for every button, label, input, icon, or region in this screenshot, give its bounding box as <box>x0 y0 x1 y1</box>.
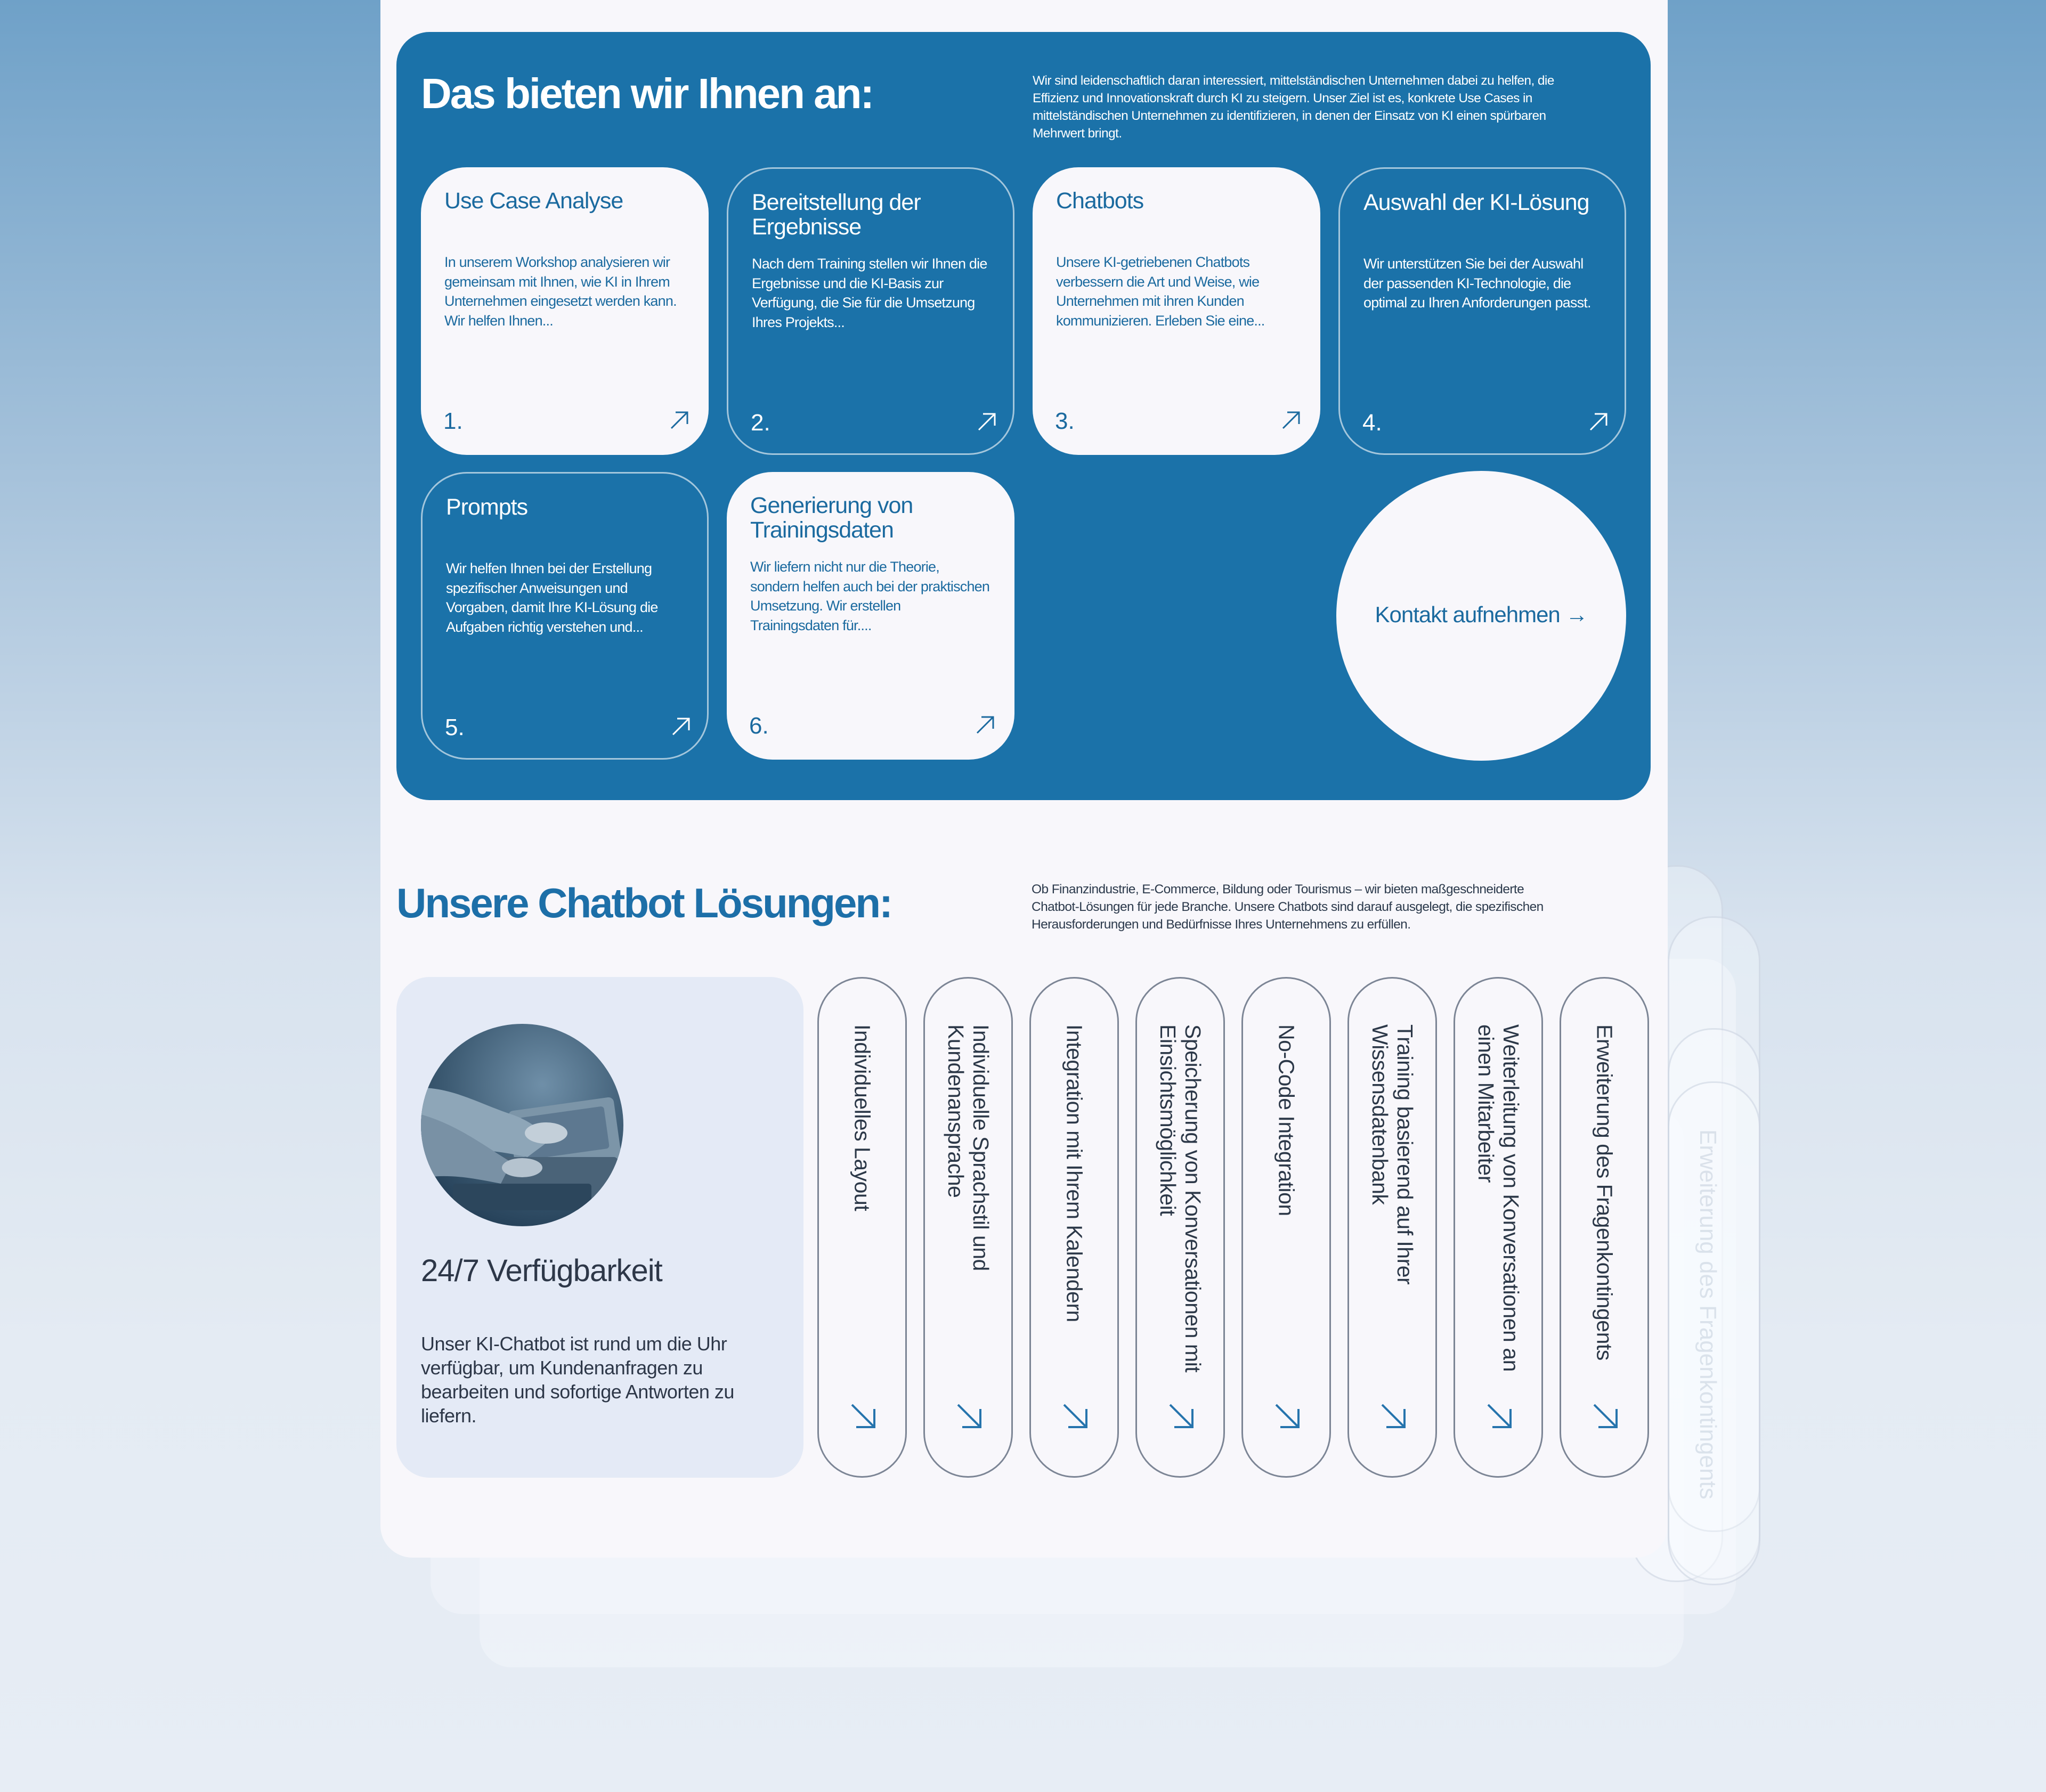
services-heading: Das bieten wir Ihnen an: <box>421 70 873 117</box>
service-card-chatbots[interactable] <box>1033 167 1320 455</box>
card-text: Unsere KI-getriebenen Chatbots verbessern die Art und Weise, wie Unternehmen mit ihren Kunden kommunizieren. Erleben Sie eine... <box>1056 254 1265 329</box>
contact-button[interactable] <box>1336 471 1626 761</box>
card-title: Use Case Analyse <box>444 188 623 214</box>
feature-title: 24/7 Verfügbarkeit <box>421 1253 662 1288</box>
solution-kalender[interactable] <box>1029 977 1119 1478</box>
arrow-up-right-icon <box>671 716 691 737</box>
service-card-use-case-analyse[interactable] <box>421 167 709 455</box>
card-text: In unserem Workshop analysieren wir gemeinsam mit Ihnen, wie KI in Ihrem Unternehmen eingesetzt werden kann. Wir helfen Ihnen... <box>444 254 677 329</box>
solution-sprachstil[interactable] <box>923 977 1013 1478</box>
service-card-prompts[interactable] <box>421 472 709 760</box>
card-text: Nach dem Training stellen wir Ihnen die Ergebnisse und die KI-Basis zur Verfügung, die Sie für die Umsetzung Ihres Projekts... <box>752 256 987 330</box>
arrow-up-right-icon <box>1588 412 1609 432</box>
solution-no-code[interactable] <box>1241 977 1331 1478</box>
chatbot-description: Ob Finanzindustrie, E-Commerce, Bildung oder Tourismus – wir bieten maßgeschneiderte Chatbot-Lösungen für jede Branche. Unsere Chatbots sind darauf ausgelegt, die spezifischen Herausforderungen und Bedürfnisse Ihres Unternehmens zu erfüllen. <box>1032 882 1544 932</box>
card-text: Wir helfen Ihnen bei der Erstellung spezifischer Anweisungen und Vorgaben, damit Ihre KI-Lösung die Aufgaben richtig verstehen und... <box>446 560 658 635</box>
solution-label: Individuelles Layout <box>850 1024 875 1211</box>
arrow-up-right-icon <box>975 715 995 735</box>
arrow-down-right-icon <box>1485 1402 1515 1431</box>
arrow-down-right-icon <box>1379 1402 1409 1431</box>
card-title: Generierung von Trainingsdaten <box>750 493 913 543</box>
ghost-pill-label: Erweiterung des Fragenkontingents <box>1695 1129 1721 1500</box>
solution-individuelles-layout[interactable] <box>817 977 907 1478</box>
arrow-up-right-icon <box>669 410 689 430</box>
arrow-up-right-icon <box>1281 410 1301 430</box>
solution-wissensdatenbank[interactable] <box>1347 977 1437 1478</box>
card-title: Bereitstellung der Ergebnisse <box>752 190 921 240</box>
solution-label: Integration mit Ihrem Kalendern <box>1062 1024 1087 1322</box>
service-card-bereitstellung[interactable] <box>727 167 1014 455</box>
solution-fragenkontingent[interactable] <box>1560 977 1649 1478</box>
card-text: Wir liefern nicht nur die Theorie, sondern helfen auch bei der praktischen Umsetzung. Wir erstellen Trainingsdaten für.... <box>750 559 990 633</box>
arrow-down-right-icon <box>1273 1402 1303 1431</box>
arrow-down-right-icon <box>1591 1402 1621 1431</box>
card-number: 3. <box>1055 408 1075 434</box>
card-title: Prompts <box>446 494 528 520</box>
card-title: Chatbots <box>1056 188 1144 214</box>
arrow-down-right-icon <box>1167 1402 1197 1431</box>
solution-label: Training basierend auf Ihrer Wissensdatenbank <box>1368 1024 1417 1285</box>
contact-button-label: Kontakt aufnehmen → <box>1375 602 1588 627</box>
solution-speicherung[interactable] <box>1135 977 1225 1478</box>
card-number: 4. <box>1362 410 1382 436</box>
feature-text: Unser KI-Chatbot ist rund um die Uhr verfügbar, um Kundenanfragen zu bearbeiten und sofortige Antworten zu liefern. <box>421 1333 734 1427</box>
arrow-down-right-icon <box>849 1402 879 1431</box>
feature-card-availability <box>396 977 803 1478</box>
card-number: 1. <box>443 408 463 434</box>
solution-label: Weiterleitung von Konversationen an einen Mitarbeiter <box>1474 1024 1523 1372</box>
card-number: 2. <box>751 410 770 436</box>
solution-label: No-Code Integration <box>1274 1024 1299 1216</box>
solution-label: Speicherung von Konversationen mit Einsichtsmöglichkeit <box>1156 1024 1205 1373</box>
chatbot-heading: Unsere Chatbot Lösungen: <box>396 879 892 926</box>
laptop-typing-photo <box>421 1024 623 1226</box>
service-card-trainingsdaten[interactable] <box>727 472 1014 760</box>
card-number: 5. <box>445 714 465 740</box>
arrow-up-right-icon <box>977 412 997 432</box>
solution-label: Individuelle Sprachstil und Kundenansprache <box>944 1024 993 1271</box>
card-number: 6. <box>749 713 769 739</box>
service-card-auswahl[interactable] <box>1338 167 1626 455</box>
arrow-down-right-icon <box>1061 1402 1091 1431</box>
arrow-down-right-icon <box>955 1402 985 1431</box>
solution-label: Erweiterung des Fragenkontingents <box>1592 1024 1617 1361</box>
services-description: Wir sind leidenschaftlich daran interessiert, mittelständischen Unternehmen dabei zu helfen, die Effizienz und Innovationskraft durch KI zu steigern. Unser Ziel ist es, konkrete Use Cases in mittelständischen Unternehmen zu identifizieren, in denen der Einsatz von KI einen spürbaren Mehrwert bringt. <box>1033 74 1554 141</box>
solution-weiterleitung[interactable] <box>1454 977 1543 1478</box>
card-text: Wir unterstützen Sie bei der Auswahl der passenden KI-Technologie, die optimal zu Ihren Anforderungen passt. <box>1363 256 1591 311</box>
card-title: Auswahl der KI-Lösung <box>1363 190 1589 215</box>
